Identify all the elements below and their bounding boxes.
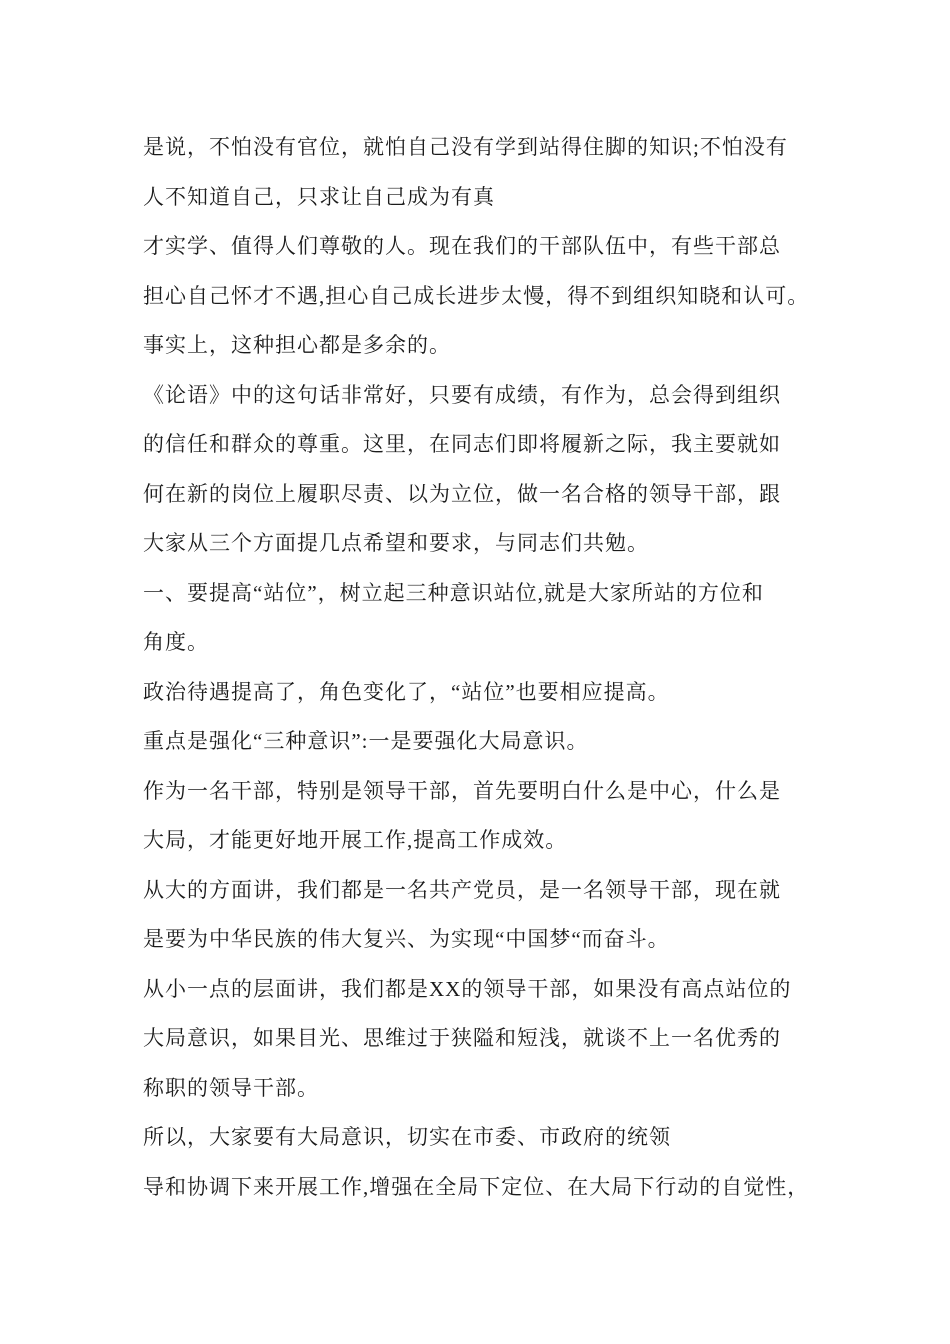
document-line: 角度。 <box>143 630 209 654</box>
document-line: 作为一名干部，特别是领导干部，首先要明白什么是中心，什么是 <box>143 778 781 803</box>
document-line: 是说，不怕没有官位，就怕自己没有学到站得住脚的知识;不怕没有 <box>143 135 788 159</box>
document-line: 事实上，这种担心都是多余的。 <box>143 333 451 357</box>
document-line: 才实学、值得人们尊敬的人。现在我们的干部队伍中，有些干部总 <box>143 234 781 258</box>
document-line: 称职的领导干部。 <box>143 1075 319 1100</box>
document-body <box>143 123 833 1212</box>
document-line: 重点是强化“三种意识”:一是要强化大局意识。 <box>143 729 589 753</box>
document-line: 导和协调下来开展工作,增强在全局下定位、在大局下行动的自觉性， <box>143 1174 810 1199</box>
document-line: 一、要提高“站位”，树立起三种意识站位,就是大家所站的方位和 <box>143 580 764 605</box>
document-line: 大家从三个方面提几点希望和要求，与同志们共勉。 <box>143 531 649 555</box>
document-line: 从大的方面讲，我们都是一名共产党员，是一名领导干部，现在就 <box>143 877 781 902</box>
document-line: 担心自己怀才不遇,担心自己成长进步太慢，得不到组织知晓和认可。 <box>143 283 810 308</box>
document-line: 的信任和群众的尊重。这里，在同志们即将履新之际，我主要就如 <box>143 432 781 456</box>
document-line: 《论语》中的这句话非常好，只要有成绩，有作为，总会得到组织 <box>143 382 781 407</box>
document-line: 政治待遇提高了，角色变化了，“站位”也要相应提高。 <box>143 679 670 704</box>
document-line: 人不知道自己，只求让自己成为有真 <box>143 184 495 209</box>
document-line: 所以，大家要有大局意识，切实在市委、市政府的统领 <box>143 1125 671 1149</box>
document-line: 何在新的岗位上履职尽责、以为立位，做一名合格的领导干部，跟 <box>143 481 781 506</box>
document-line: 大局，才能更好地开展工作,提高工作成效。 <box>143 828 568 852</box>
document-line: 大局意识，如果目光、思维过于狭隘和短浅，就谈不上一名优秀的 <box>143 1026 781 1050</box>
document-line: 从小一点的层面讲，我们都是XX的领导干部，如果没有高点站位的 <box>143 976 792 1001</box>
document-line: 是要为中华民族的伟大复兴、为实现“中国梦“而奋斗。 <box>143 927 670 951</box>
